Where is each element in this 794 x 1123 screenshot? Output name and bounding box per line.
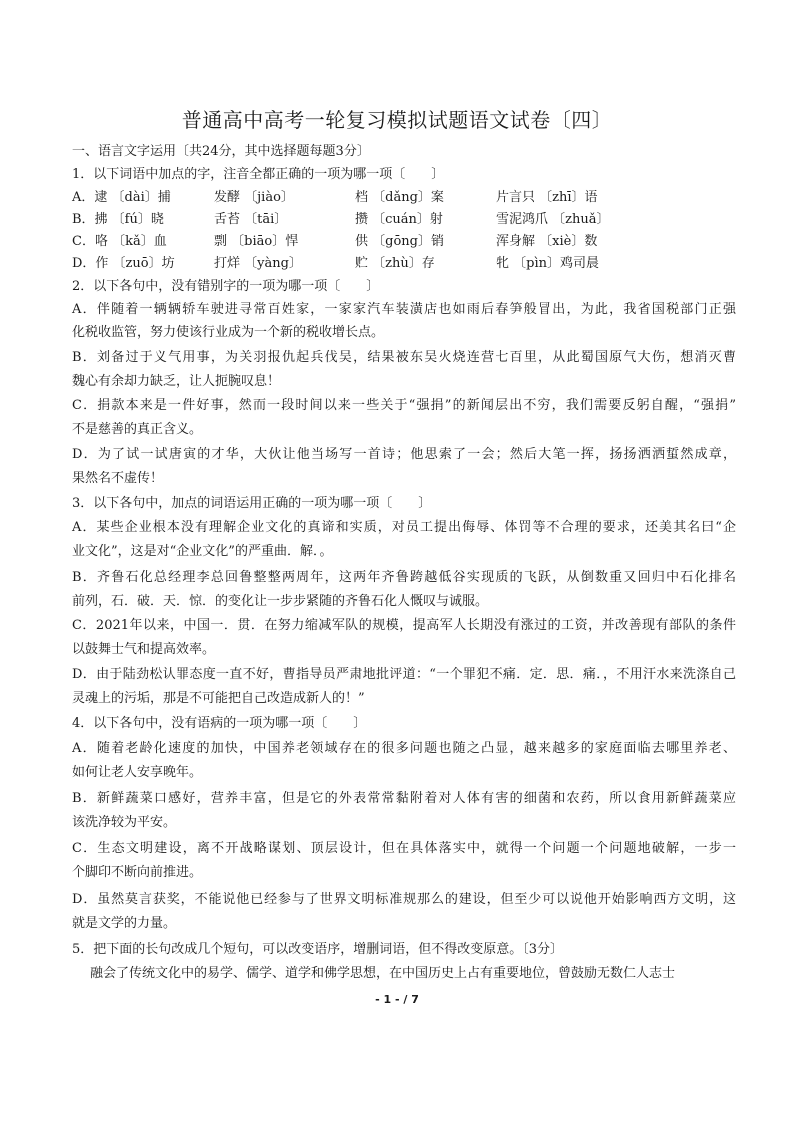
q1-option-c-3: 供 〔gōng〕销: [355, 234, 444, 249]
q2-option-b-line2: 魏心有余却力缺乏，让人扼腕叹息！: [72, 374, 281, 389]
q3-option-b-line2: 前列，石．破．天．惊．的变化让一步步紧随的齐鲁石化人慨叹与诚服。: [72, 594, 489, 609]
question-5-stem: 5．把下面的长句改成几个短句，可以改变语序，增删词语，但不得改变原意。〔3分〕: [72, 942, 564, 957]
q1-option-a-2: 发酵 〔jiào〕: [214, 190, 294, 205]
q3-option-c-line1: C．2021年以来，中国一．贯．在努力缩减军队的规模，提高军人长期没有涨过的工资，并改善现有部队的条件: [72, 618, 736, 633]
q3-option-b-line1: B．齐鲁石化总经理李总回鲁整整两周年，这两年齐鲁跨越低谷实现质的飞跃，从倒数重又回归中石化排名: [72, 570, 736, 585]
q1-option-b-4: 雪泥鸿爪 〔zhuǎ〕: [496, 212, 610, 227]
q1-option-a-3: 档 〔dǎng〕案: [355, 190, 444, 205]
q4-option-c-line2: 个脚印不断向前推进。: [72, 865, 203, 880]
q2-option-a-line1: A．伴随着一辆辆轿车驶进寻常百姓家，一家家汽车装潢店也如雨后春笋般冒出，为此，我省国税部门正强: [72, 302, 736, 317]
q4-option-d-line2: 就是文学的力量。: [72, 916, 177, 931]
question-2-stem: 2．以下各句中，没有错别字的一项为哪一项〔 〕: [72, 279, 380, 294]
q1-option-c-4: 浑身解 〔xiè〕数: [496, 234, 598, 249]
page-number: - 1 - / 7: [375, 993, 419, 1006]
q1-option-b-3: 攒 〔cuán〕射: [355, 212, 443, 227]
q4-option-a-line1: A．随着老龄化速度的加快，中国养老领域存在的很多问题也随之凸显，越来越多的家庭面临去哪里养老、: [72, 741, 736, 756]
q4-option-c-line1: C．生态文明建设，离不开战略谋划、顶层设计，但在具体落实中，就得一个问题一个问题地破解，一步一: [72, 841, 736, 856]
q1-option-d-2: 打烊 〔yàng〕: [214, 256, 302, 271]
q1-option-d-3: 贮 〔zhù〕存: [355, 256, 435, 271]
question-3-stem: 3．以下各句中，加点的词语运用正确的一项为哪一项〔 〕: [72, 496, 432, 511]
q1-option-d-1: D．作 〔zuō〕坊: [72, 256, 175, 271]
q1-option-d-4: 牝 〔pìn〕鸡司晨: [496, 256, 599, 271]
q1-option-c-1: C．咯 〔kǎ〕血: [72, 234, 167, 249]
question-4-stem: 4．以下各句中，没有语病的一项为哪一项〔 〕: [72, 716, 367, 731]
q2-option-a-line2: 化税收监管，努力使该行业成为一个新的税收增长点。: [72, 325, 385, 340]
q3-option-d-line1: D．由于陆劲松认罪态度一直不好，曹指导员严肃地批评道：“一个罪犯不痛．定．思．痛．，不用汗水来洗涤自己: [72, 667, 736, 682]
q3-option-a-line1: A．某些企业根本没有理解企业文化的真谛和实质，对员工提出侮辱、体罚等不合理的要求，还美其名曰“企: [72, 520, 736, 535]
q1-option-b-2: 舌苔 〔tāi〕: [214, 212, 288, 227]
q4-option-b-line1: B．新鲜蔬菜口感好，营养丰富，但是它的外表常常黏附着对人体有害的细菌和农药，所以食用新鲜蔬菜应: [72, 791, 736, 806]
q2-option-c-line1: C．捐款本来是一件好事，然而一段时间以来一些关于“强捐”的新闻层出不穷，我们需要反躬自醒，“强捐”: [72, 398, 736, 413]
q1-option-a-1: A．逮 〔dài〕捕: [72, 190, 171, 205]
q3-option-c-line2: 以鼓舞士气和提高效率。: [72, 642, 216, 657]
q5-passage: 融会了传统文化中的易学、儒学、道学和佛学思想，在中国历史上占有重要地位，曾鼓励无数仁人志士: [90, 966, 676, 981]
q3-option-a-line2: 业文化”，这是对“企业文化”的严重曲．解．。: [72, 544, 333, 559]
section-heading: 一、语言文字运用〔共24分，其中选择题每题3分〕: [72, 144, 370, 159]
q2-option-c-line2: 不是慈善的真正含义。: [72, 422, 203, 437]
exam-title: 普通高中高考一轮复习模拟试题语文试卷〔四〕: [181, 108, 613, 132]
q4-option-d-line1: D．虽然莫言获奖，不能说他已经参与了世界文明标准规那么的建设，但至少可以说他开始影响西方文明，这: [72, 892, 736, 907]
q4-option-b-line2: 该洗净较为平安。: [72, 815, 177, 830]
q2-option-d-line2: 果然名不虚传！: [72, 471, 164, 486]
q2-option-d-line1: D．为了试一试唐寅的才华，大伙让他当场写一首诗；他思索了一会；然后大笔一挥，扬扬洒洒蜇然成章，: [72, 447, 736, 462]
q1-option-a-4: 片言只 〔zhī〕语: [496, 190, 598, 205]
q4-option-a-line2: 如何让老人安享晚年。: [72, 765, 203, 780]
q1-option-b-1: B．拂 〔fú〕晓: [72, 212, 164, 227]
q2-option-b-line1: B．刘备过于义气用事，为关羽报仇起兵伐吴，结果被东吴火烧连营七百里，从此蜀国原气大伤，想消灭曹: [72, 350, 736, 365]
q3-option-d-line2: 灵魂上的污垢，那是不可能把自己改造成新人的！”: [72, 691, 365, 706]
question-1-stem: 1．以下词语中加点的字，注音全都正确的一项为哪一项〔 〕: [72, 167, 445, 182]
q1-option-c-2: 剽 〔biāo〕悍: [214, 234, 299, 249]
